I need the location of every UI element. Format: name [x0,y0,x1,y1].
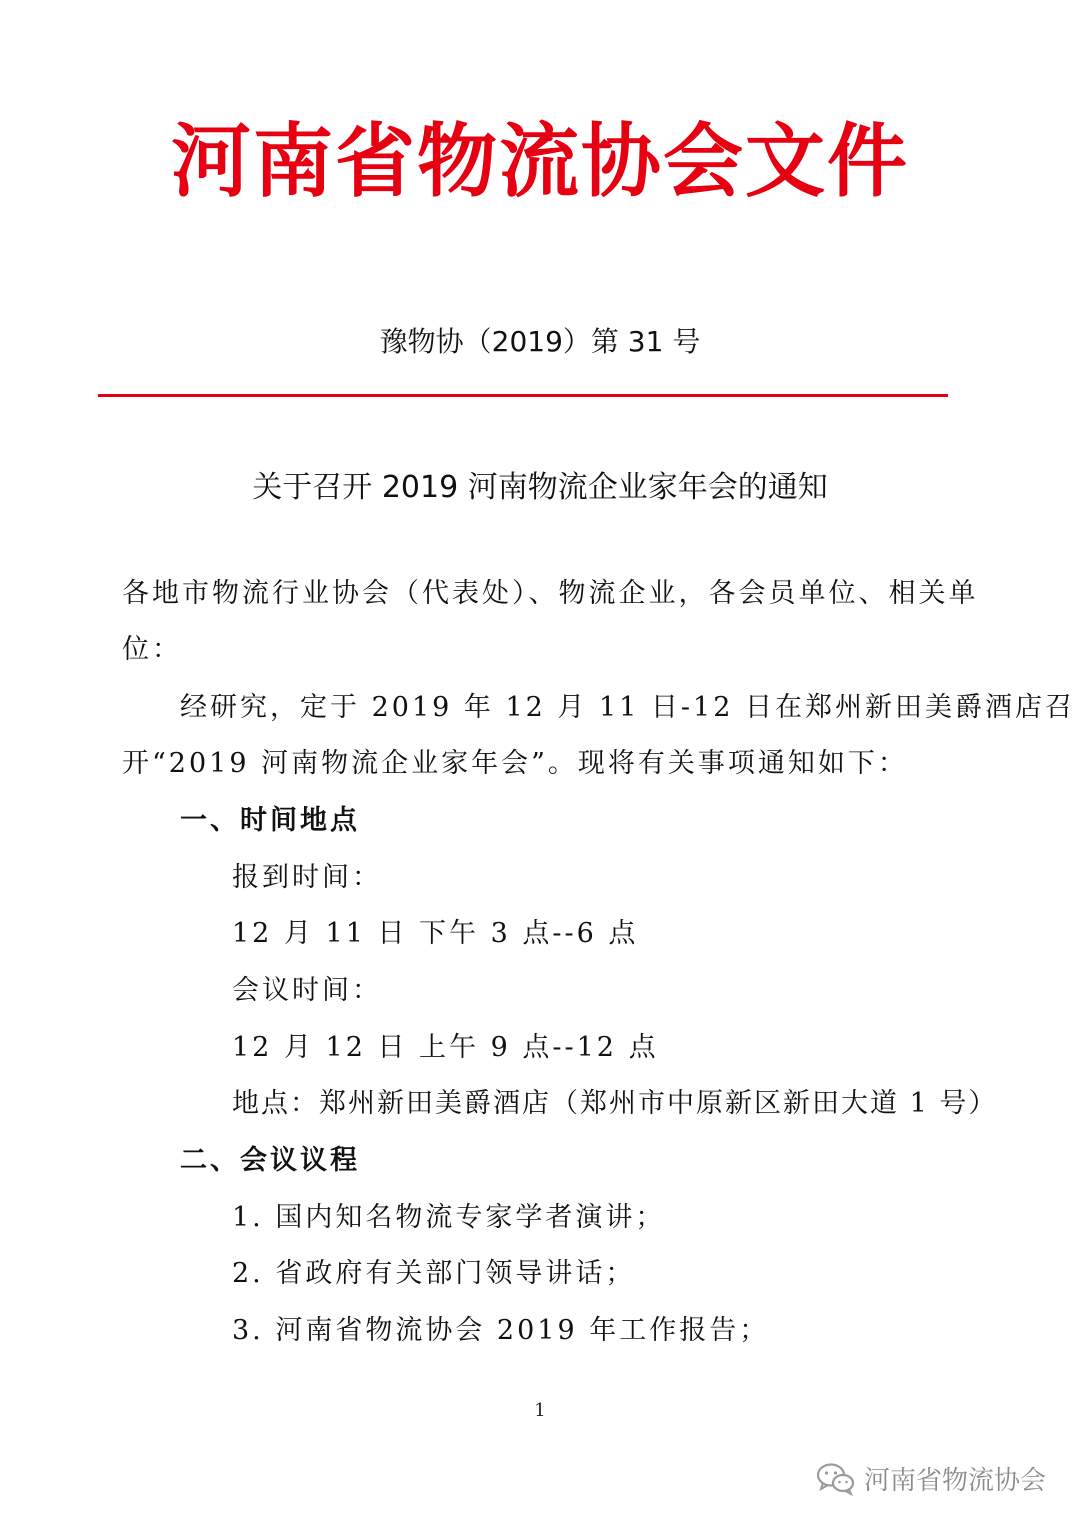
page-number: 1 [534,1400,546,1421]
red-divider [98,394,948,397]
watermark-text: 河南省物流协会 [863,1466,1046,1496]
section-2-heading: 二、会议议程 [180,1145,360,1176]
meeting-time: 12 月 12 日 上午 9 点--12 点 [232,1032,659,1063]
agenda-item-1: 1. 国内知名物流专家学者演讲； [232,1202,666,1233]
location-line: 地点：郑州新田美爵酒店（郑州市中原新区新田大道 1 号） [232,1088,998,1119]
section-1-heading: 一、时间地点 [180,805,360,836]
meeting-label: 会议时间： [232,975,382,1006]
document-number: 豫物协（2019）第 31 号 [379,325,701,358]
organization-title: 河南省物流协会文件 [171,115,909,208]
recipients-line-1: 各地市物流行业协会（代表处）、物流企业，各会员单位、相关单 [122,578,979,609]
agenda-item-3: 3. 河南省物流协会 2019 年工作报告； [232,1315,770,1346]
checkin-time: 12 月 11 日 下午 3 点--6 点 [232,918,639,949]
recipients-line-2: 位： [122,634,182,665]
agenda-item-2: 2. 省政府有关部门领导讲话； [232,1258,636,1289]
notice-title: 关于召开 2019 河南物流企业家年会的通知 [252,470,828,505]
checkin-label: 报到时间： [232,862,382,893]
wechat-icon [816,1462,856,1496]
wechat-watermark [816,1460,1046,1497]
intro-line-2: 开“2019 河南物流企业家年会”。现将有关事项通知如下： [122,748,908,779]
intro-line-1: 经研究，定于 2019 年 12 月 11 日-12 日在郑州新田美爵酒店召 [180,692,1075,723]
